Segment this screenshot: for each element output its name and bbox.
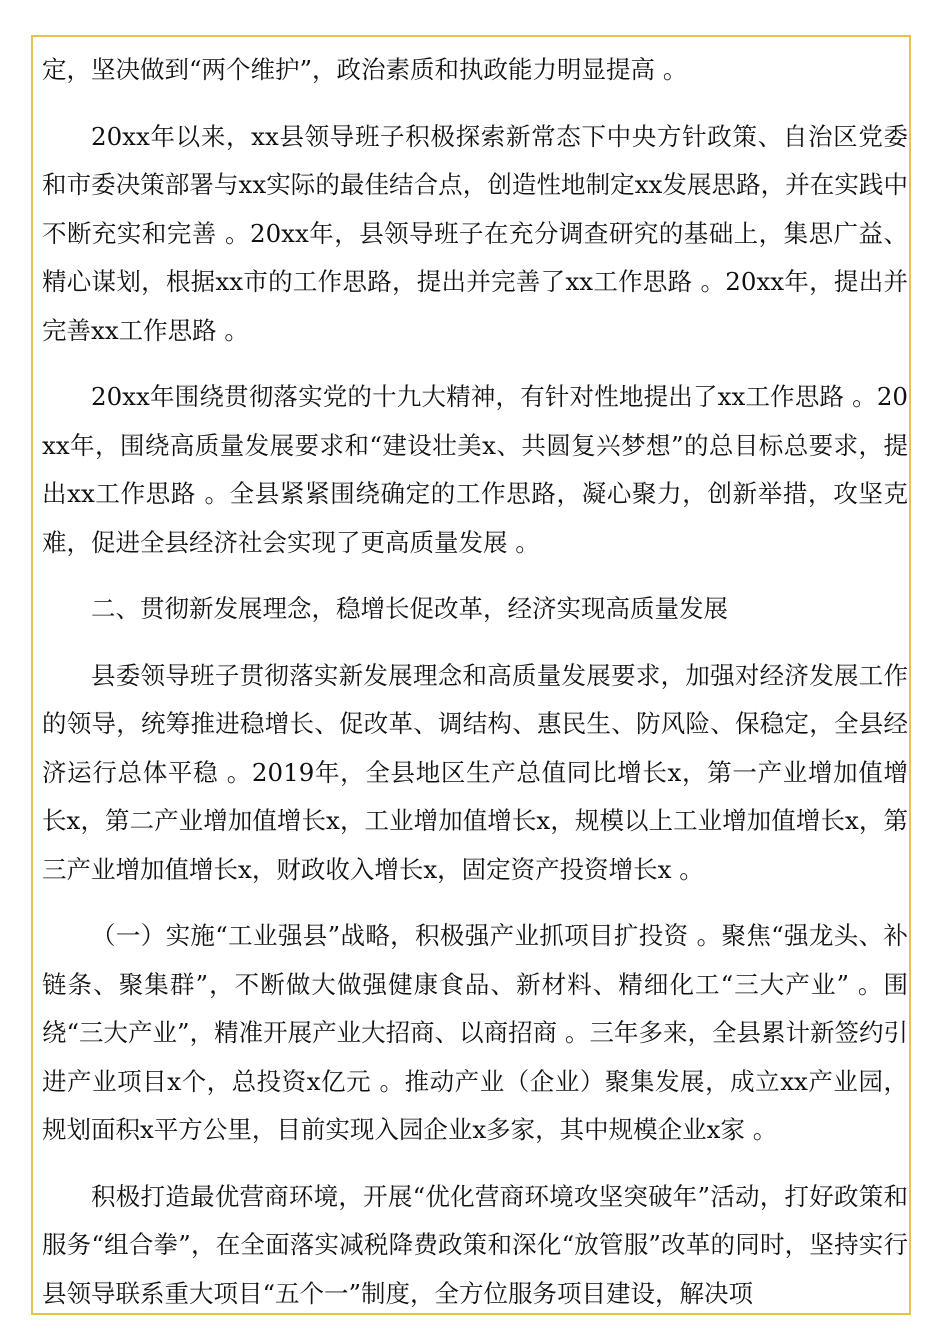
paragraph-work-ideas: 20xx年以来，xx县领导班子积极探索新常态下中央方针政策、自治区党委和市委决策部署与xx实际的最佳结合点，创造性地制定xx发展思路，并在实践中不断充实和完善 。20xx年，县领导班子在充分调查研究的基础上，集思广益、精心谋划，根据xx市的工作思路，提出并完善了xx工作思路 。20xx年，提出并完善xx工作思路 。 (42, 121, 908, 345)
paragraph-continuation: 定，坚决做到“两个维护”，政治素质和执政能力明显提高 。 (42, 55, 688, 84)
paragraph-industry-strategy: （一）实施“工业强县”战略，积极强产业抓项目扩投资 。聚焦“强龙头、补链条、聚集群”，不断做大做强健康食品、新材料、精细化工“三大产业” 。围绕“三大产业”，精准开展产业大招商、以商招商 。三年多来，全县累计新签约引进产业项目x个，总投资x亿元 。推动产业（企业）聚集发展，成立xx产业园，规划面积x平方公里，目前实现入园企业x多家，其中规模企业x家 。 (42, 921, 908, 1144)
section-heading-two: 二、贯彻新发展理念，稳增长促改革，经济实现高质量发展 (91, 594, 728, 623)
paragraph-business-environment: 积极打造最优营商环境，开展“优化营商环境攻坚突破年”活动，打好政策和服务“组合拳”，在全面落实减税降费政策和深化“放管服”改革的同时，坚持实行县领导联系重大项目“五个一”制度，全方位服务项目建设，解决项 (42, 1181, 908, 1308)
paragraph-nineteenth-congress: 20xx年围绕贯彻落实党的十九大精神，有针对性地提出了xx工作思路 。20xx年，围绕高质量发展要求和“建设壮美x、共圆复兴梦想”的总目标总要求，提出xx工作思路 。全县紧紧围绕确定的工作思路，凝心聚力，创新举措，攻坚克难，促进全县经济社会实现了更高质量发展 。 (42, 382, 908, 557)
paragraph-economic-growth: 县委领导班子贯彻落实新发展理念和高质量发展要求，加强对经济发展工作的领导，统筹推进稳增长、促改革、调结构、惠民生、防风险、保稳定，全县经济运行总体平稳 。2019年，全县地区生产总值同比增长x，第一产业增加值增长x，第二产业增加值增长x，工业增加值增长x，规模以上工业增加值增长x，第三产业增加值增长x，财政收入增长x，固定资产投资增长x 。 (42, 660, 908, 884)
document-body (42, 46, 908, 1336)
